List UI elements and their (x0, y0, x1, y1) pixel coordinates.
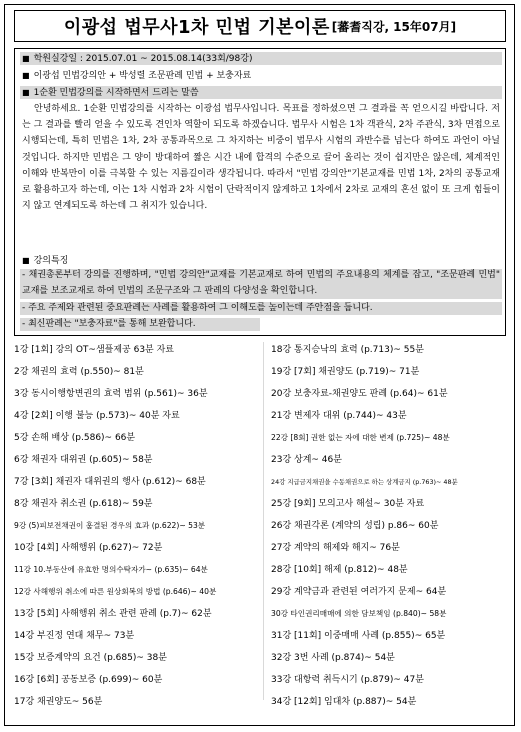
lecture-item: 26강 채권각론 (계약의 성립) p.86~ 60분 (271, 521, 439, 531)
lecture-item: 12강 사해행위 취소에 따른 원상회복의 방법 (p.646)~ 40분 (14, 587, 217, 596)
feature-item: - 주요 주제와 관련된 중요판례는 사례를 활용하여 그 이해도를 높이는데 주안점을 둡니다. (22, 303, 373, 313)
lecture-item: 20강 보충자료-채권양도 판례 (p.64)~ 61분 (271, 389, 448, 399)
lecture-item: 34강 [12회] 임대차 (p.887)~ 54분 (271, 697, 417, 707)
lecture-item: 32강 3번 사례 (p.874)~ 54분 (271, 653, 395, 663)
lecture-item: 15강 보증계약의 요건 (p.685)~ 38분 (14, 653, 167, 663)
column-divider (263, 342, 264, 700)
lecture-item: 2강 채권의 효력 (p.550)~ 81분 (14, 367, 144, 377)
lecture-item: 8강 채권자 취소권 (p.618)~ 59분 (14, 499, 153, 509)
features-heading: ■ 강의특징 (22, 256, 69, 266)
lecture-item: 19강 [7회] 채권양도 (p.719)~ 71분 (271, 367, 420, 377)
lecture-item: 21강 변제자 대위 (p.744)~ 43분 (271, 411, 407, 421)
course-materials: ■ 이광섭 민법강의안 + 박성렬 조문판례 민법 + 보충자료 (22, 71, 252, 81)
lecture-item: 29강 계약금과 관련된 여러가지 문제~ 64분 (271, 587, 447, 597)
square-bullet-icon: ■ (22, 256, 30, 265)
square-bullet-icon: ■ (22, 88, 30, 97)
lecture-item: 4강 [2회] 이행 불능 (p.573)~ 40분 자료 (14, 411, 180, 421)
lecture-item: 23강 상계~ 46분 (271, 455, 342, 465)
lecture-item: 30강 타인권리매매에 의한 담보책임 (p.840)~ 58분 (271, 609, 447, 618)
lecture-item: 18강 통지승낙의 효력 (p.713)~ 55분 (271, 345, 424, 355)
page-subtitle: [蕃耆직강, 15年07月] (331, 19, 457, 34)
lecture-item: 1강 [1회] 강의 OT~샘플제공 63분 자료 (14, 345, 174, 355)
lecture-item: 9강 (5)피보전채권이 훔결된 경우의 효과 (p.622)~ 53분 (14, 521, 206, 530)
course-period: ■ 학원실강일 : 2015.07.01 ~ 2015.08.14(33회/98강) (22, 54, 253, 64)
intro-paragraph: 안녕하세요. 1순환 민법강의를 시작하는 이광섭 법무사입니다. 목표를 정하셨으면 그 결과를 꼭 얻으시길 바랍니다. 저는 그 결과를 빨리 얻을 수 있도록 견인차 역할이 되도록 하겠습니다. 법무사 시험은 1차 객관식, 2차 주관식, 3차 면접으로 시행되는데, 특히 민법은 1차, 2차 공통과목으로 그 차지하는 비중이 법무사 시험의 과반수를 넘는다 하여도 과언이 아닐 것입니다. 하지만 민법은 그 양이 방대하여 짧은 시간 내에 합격의 수준으로 끌어 올리는 것이 쉽지만은 않은데, 체계적인 이해와 반복만이 이를 극복할 수 있는 지름길이라 생각됩니다. 따라서 "민법 강의안"기본교재를 민법 1차, 2차의 공통교재로 활용하고자 하는데, 이는 1차 시험과 2차 시험이 단락적이지 않게하고 1차에서 2차로 교재의 혼선 없이 또 크게 힘들이지 않고 연계되도록 하는데 그 취지가 있습니다. (22, 104, 500, 212)
lecture-item: 25강 [9회] 모의고사 해설~ 30분 자료 (271, 499, 425, 509)
course-info-box (14, 48, 506, 336)
intro-heading: ■ 1순환 민법강의를 시작하면서 드리는 말씀 (22, 88, 199, 98)
page-title: 이광섭 법무사1차 민법 기본이론 (63, 17, 330, 38)
lecture-item: 7강 [3회] 채권자 대위권의 행사 (p.612)~ 68분 (14, 477, 206, 487)
square-bullet-icon: ■ (22, 71, 30, 80)
feature-item: - 최신판례는 "보충자료"를 통해 보완합니다. (22, 319, 196, 329)
lecture-item: 28강 [10회] 해제 (p.812)~ 48분 (271, 565, 408, 575)
lecture-item: 31강 [11회] 이중매매 사례 (p.855)~ 65분 (271, 631, 446, 641)
lecture-item: 3강 동시이행항변권의 효력 범위 (p.561)~ 36분 (14, 389, 208, 399)
lecture-item: 27강 계약의 해제와 해지~ 76분 (271, 543, 400, 553)
title-box (14, 10, 506, 42)
lecture-item: 22강 [8회] 권한 없는 자에 대한 변제 (p.725)~ 48분 (271, 433, 450, 442)
lecture-item: 16강 [6회] 공동보증 (p.699)~ 60분 (14, 675, 163, 685)
lecture-item: 5강 손해 배상 (p.586)~ 66분 (14, 433, 136, 443)
lecture-item: 33강 대항력 취득시기 (p.879)~ 47분 (271, 675, 424, 685)
lecture-item: 10강 [4회] 사해행위 (p.627)~ 72분 (14, 543, 163, 553)
square-bullet-icon: ■ (22, 54, 30, 63)
lecture-item: 17강 채권양도~ 56분 (14, 697, 103, 707)
lecture-item: 14강 부진정 연대 채무~ 73분 (14, 631, 135, 641)
lecture-item: 13강 [5회] 사해행위 취소 관련 판례 (p.7)~ 62분 (14, 609, 212, 619)
lecture-item: 11강 10.부동산에 유효한 명의수탁자가~ (p.635)~ 64분 (14, 565, 208, 574)
feature-item: - 채권총론부터 강의를 진행하며, "민법 강의안"교재를 기본교재로 하여 민법의 주요내용의 체계를 잡고, "조문판례 민법" 교재를 보조교재로 하여 민법의 조문구조와 그 판례의 다양성을 확인합니다. (22, 270, 500, 297)
lecture-item: 6강 채권자 대위권 (p.605)~ 58분 (14, 455, 153, 465)
lecture-item: 24강 지급금지채권을 수동채권으로 하는 상계금지 (p.763)~ 48분 (271, 478, 458, 486)
